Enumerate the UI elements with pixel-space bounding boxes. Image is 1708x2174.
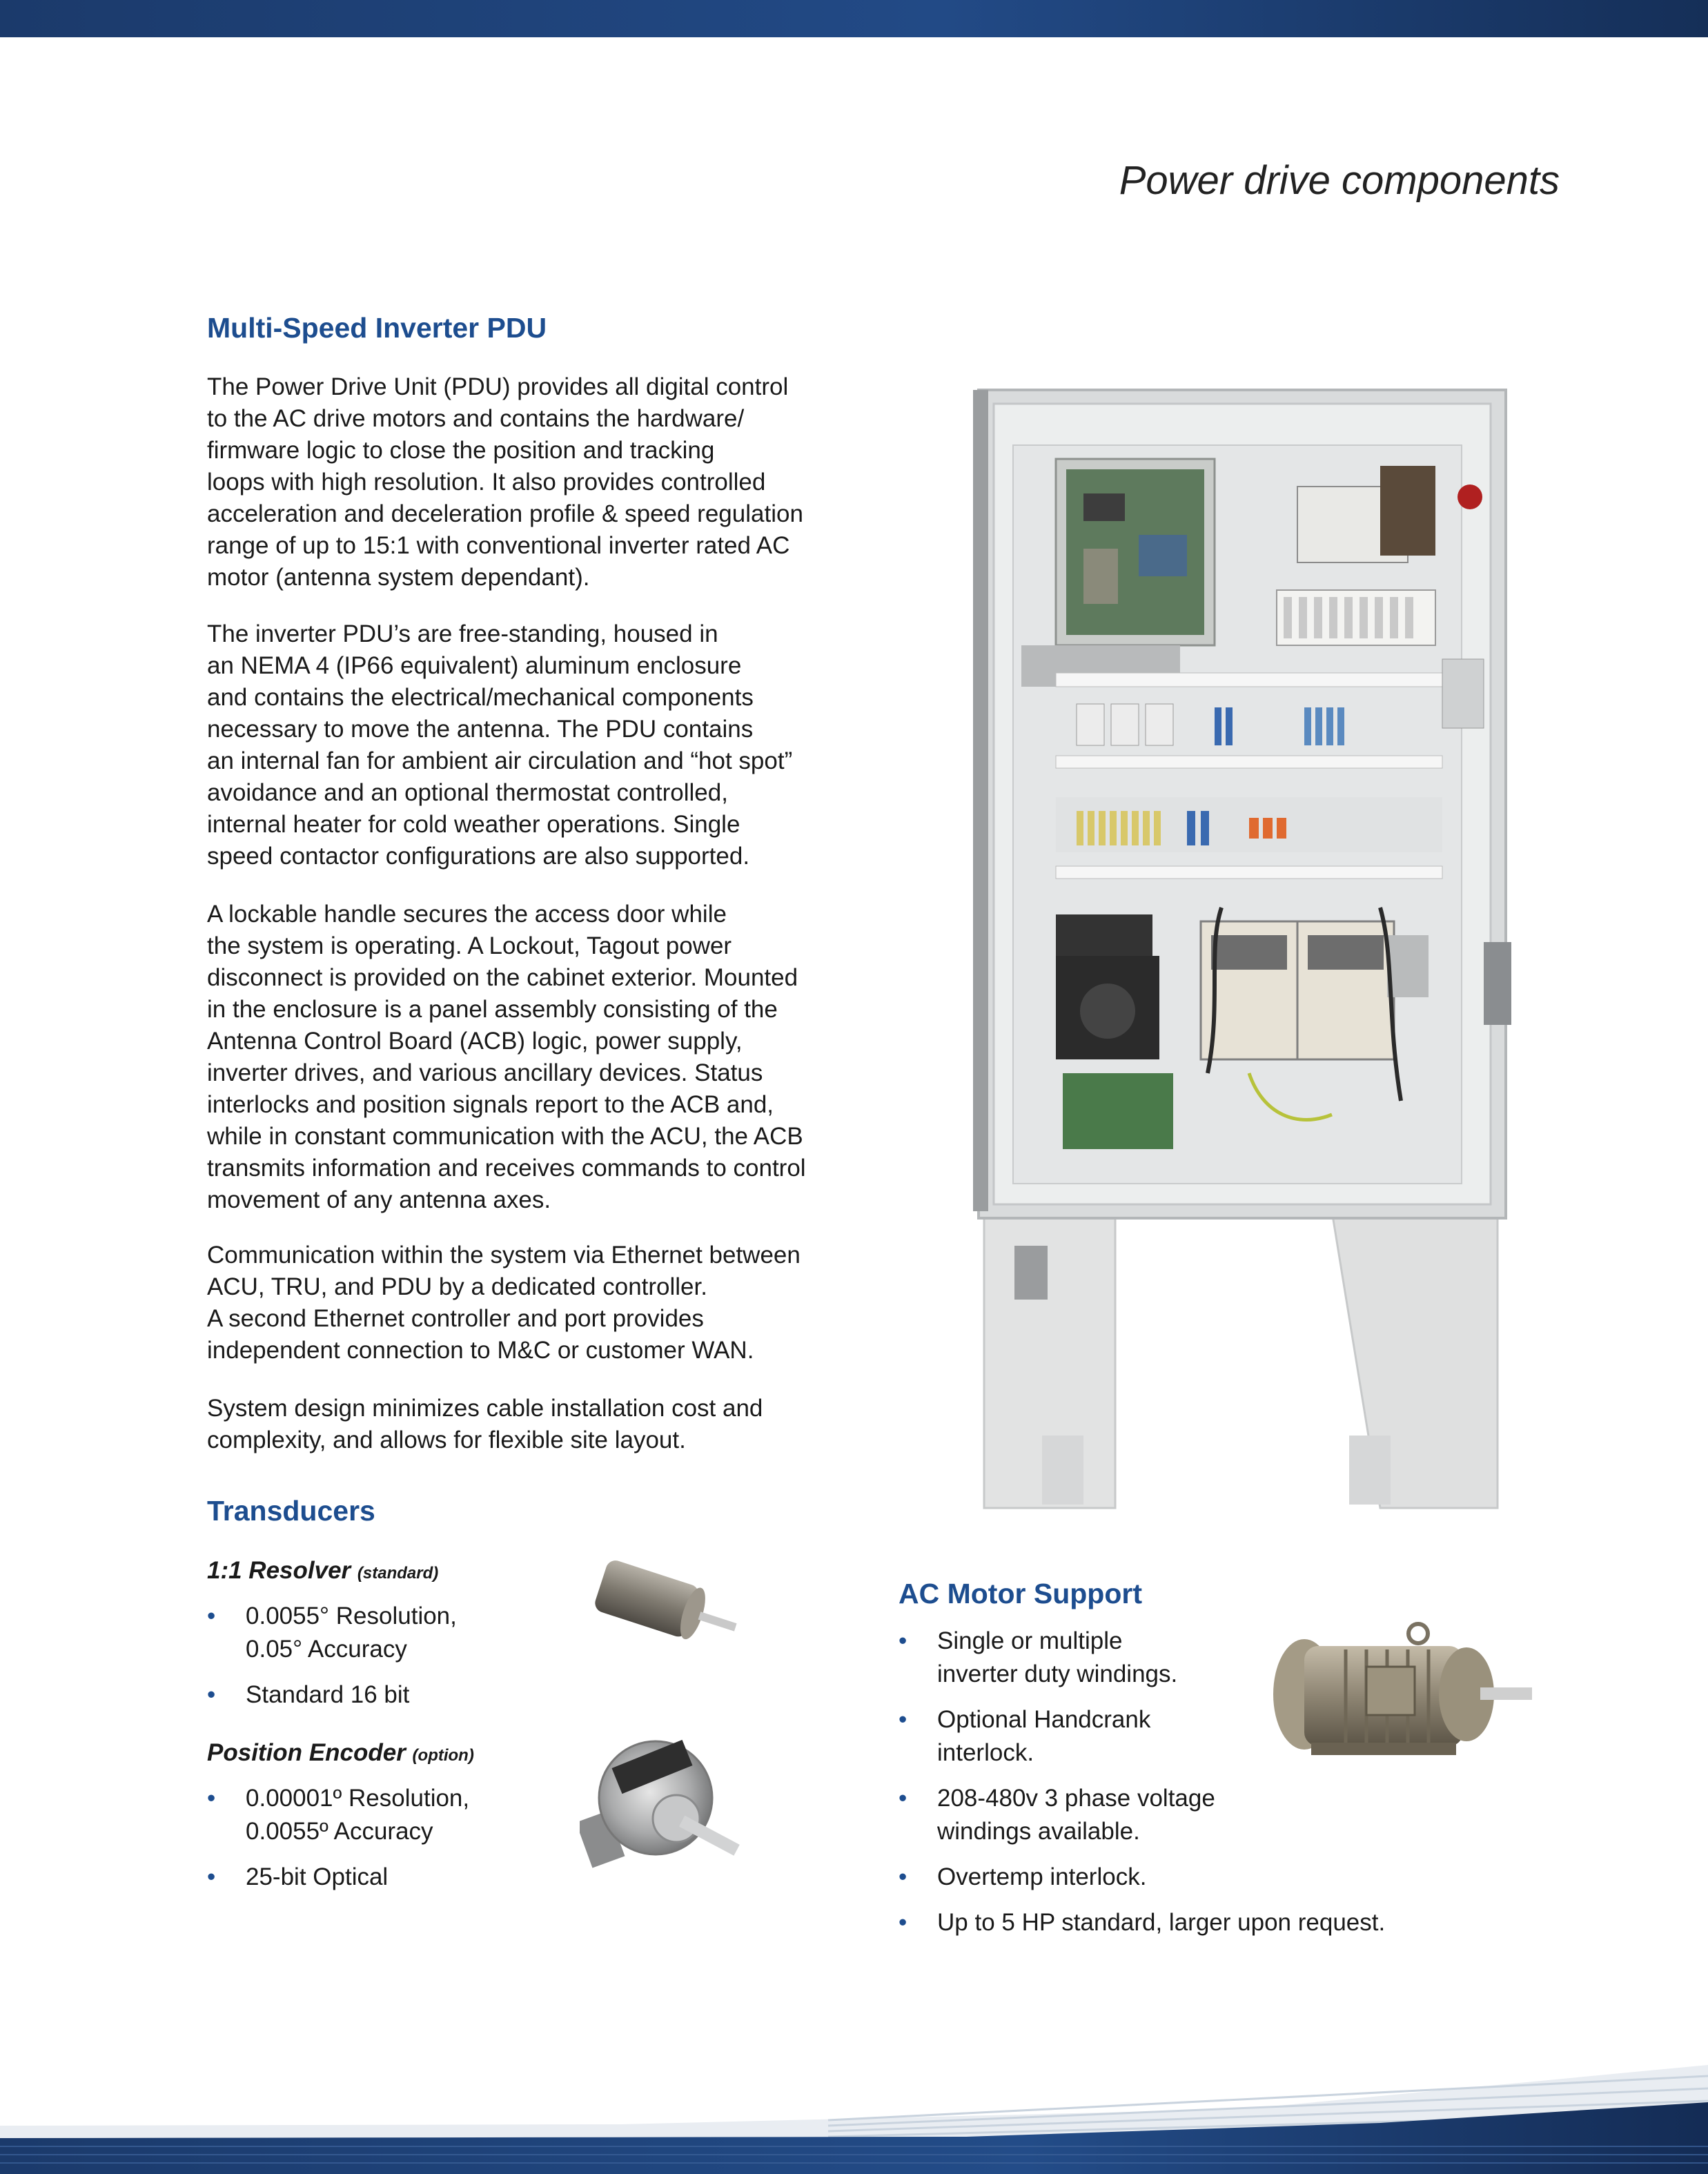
bottom-stripe-band [0,2043,1708,2174]
motor-heading: AC Motor Support [899,1578,1142,1609]
resolver-bullets [207,1600,524,1724]
list-item: • 25-bit Optical [207,1861,524,1894]
list-item: • Up to 5 HP standard, larger upon request. [899,1906,1492,1939]
list-item: • Optional Handcrank interlock. [899,1703,1492,1770]
encoder-note: (option) [412,1746,474,1765]
pdu-paragraph-4: Communication within the system via Ethernet between ACU, TRU, and PDU by a dedicated controller. A second Ethernet controller and port provides independent connection to M&C or customer WAN. [207,1242,801,1364]
pdu-paragraph-1: The Power Drive Unit (PDU) provides all digital control to the AC drive motors and contains the hardware/ firmware logic to close the position and tracking loops with high resolution. It also provides controlled acceleration and deceleration profile & speed regulation range of up to 15:1 with conventional inverter rated AC motor (antenna system dependant). [207,373,803,591]
list-item: • 0.00001º Resolution, 0.0055º Accuracy [207,1782,524,1848]
page-title: Power drive components [1119,158,1560,203]
resolver-title [207,1557,438,1585]
resolver-photo [583,1556,742,1653]
list-item: • Overtemp interlock. [899,1861,1492,1894]
pdu-paragraph-3: A lockable handle secures the access door while the system is operating. A Lockout, Tagout power disconnect is provided on the cabinet exterior. Mounted in the enclosure is a panel assembly consisting of the Antenna Control Board (ACB) logic, power supply, inverter drives, and various ancillary devices. Status interlocks and position signals report to the ACB and, while in constant communication with the ACU, the ACB transmits information and receives commands to control movement of any antenna axes. [207,901,806,1213]
encoder-photo [580,1732,752,1877]
encoder-bullets [207,1782,524,1906]
list-item: • Single or multiple inverter duty windings. [899,1625,1492,1691]
top-color-band [0,0,1708,37]
resolver-note: (standard) [357,1564,439,1583]
encoder-title-text: Position Encoder [207,1739,406,1766]
resolver-title-text: 1:1 Resolver [207,1557,351,1584]
ac-motor-photo [1263,1618,1539,1774]
list-item: • 0.0055° Resolution, 0.05° Accuracy [207,1600,524,1666]
pdu-cabinet-photo [973,383,1511,1522]
pdu-paragraph-2: The inverter PDU’s are free-standing, housed in an NEMA 4 (IP66 equivalent) aluminum enclosure and contains the electrical/mechanical components necessary to move the antenna. The PDU contains an internal fan for ambient air circulation and “hot spot” avoidance and an optional thermostat controlled, internal heater for cold weather operations. Single speed contactor configurations are also supported. [207,620,793,870]
list-item: • 208-480v 3 phase voltage windings available. [899,1782,1492,1848]
transducers-heading: Transducers [207,1495,375,1527]
list-item: • Standard 16 bit [207,1678,524,1712]
pdu-heading: Multi-Speed Inverter PDU [207,312,547,344]
pdu-paragraph-5: System design minimizes cable installation cost and complexity, and allows for flexible site layout. [207,1395,763,1453]
encoder-title [207,1739,474,1767]
